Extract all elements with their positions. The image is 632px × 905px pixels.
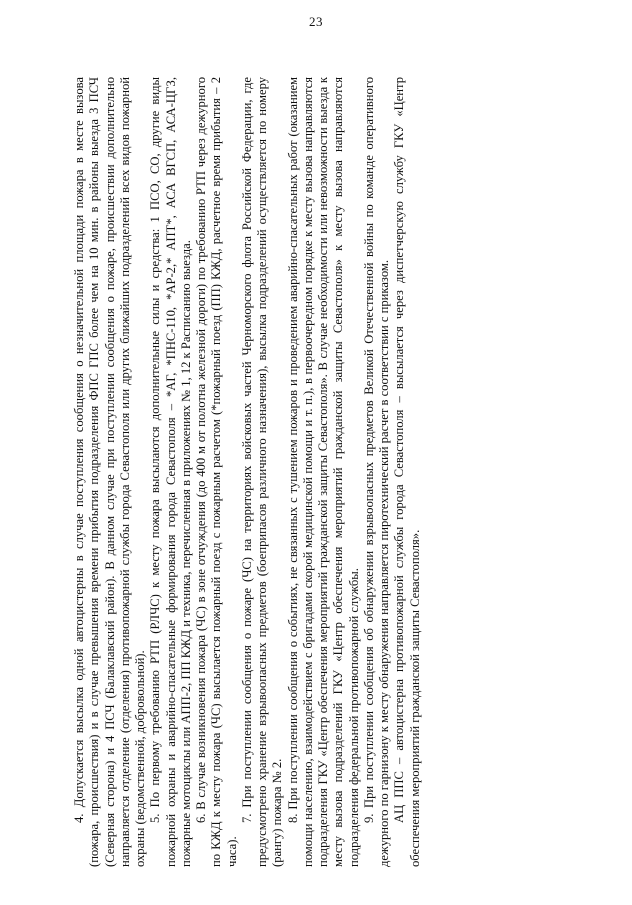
paragraph-7: 7. При поступлении сообщения о пожаре (ЧС) на территориях войсковых частей Черноморского флота Российской Федерации, где предусмотрено хранение взрывоопасных предметов (боеприпасов различного назначения), высылка подразделений осуществляется по номеру (рангу) пожара № 2. — [239, 77, 285, 867]
document-body — [72, 77, 560, 867]
paragraph-6: 6. В случае возникновения пожара (ЧС) в зоне отчуждения (до 400 м от полотна железной дороги) по требованию РТП через дежурного по КЖД к месту пожара (ЧС) высылается пожарный поезд с пожарным расчетом (*пожарный поезд (ПП) КЖД, расчетное время прибытия – 2 часа). — [194, 77, 239, 867]
paragraph-9: 9. При поступлении сообщения об обнаружении взрывоопасных предметов Великой Отечественной войны по команде оперативного дежурного по гарнизону к месту обнаружения направляется пиротехнический расчет в соответствии с приказом. — [361, 77, 391, 867]
paragraph-note: АЦ ППС – автоцистерна противопожарной службы города Севастополя – высылается через диспетчерскую службу ГКУ «Центр обеспечения мероприятий гражданской защиты Севастополя». — [392, 77, 422, 867]
paragraph-8: 8. При поступлении сообщения о событиях, не связанных с тушением пожаров и проведением аварийно-спасательных работ (оказанием помощи населению, взаимодействием с бригадами скорой медицинской помощи и т. п.), в первоочередном порядке к месту вызова направляются подразделения ГКУ «Центр обеспечения мероприятий гражданской защиты Севастополя». В случае необходимости или невозможности выезда к месту вызова подразделений ГКУ «Центр обеспечения мероприятий гражданской защиты Севастополя» к месту вызова направляются подразделения федеральной противопожарной службы. — [285, 77, 361, 867]
paragraph-4: 4. Допускается высылка одной автоцистерны в случае поступления сообщения о незначительной площади пожара в месте вызова (пожара, происшествия) и в случае превышения времени прибытия подразделения ФПС ГПС более чем на 10 мин. в районы выезда 3 ПСЧ (Северная сторона) и 4 ПСЧ (Балаклавский район). В данном случае при поступлении сообщения о пожаре, происшествии дополнительно направляется отделение (отделения) противопожарной службы города Севастополя или других ближайших подразделений всех видов пожарной охраны (ведомственной, добровольной). — [72, 77, 147, 867]
paragraph-5: 5. По первому требованию РТП (РЛЧС) к месту пожара высылаются дополнительные силы и средства: 1 ПСО, СО, другие виды пожарной охраны и аварийно-спасательные формирования города Севастополя – *АГ, *ПНС-110, *АР-2,* АПТ*, АСА ВГСП, АСА-ЦГЗ, пожарные мотоциклы или АПП-2, ПП КЖД и техника, перечисленная в приложениях № 1, 12 к Расписанию выезда. — [148, 77, 193, 867]
page-number: 23 — [309, 14, 323, 29]
